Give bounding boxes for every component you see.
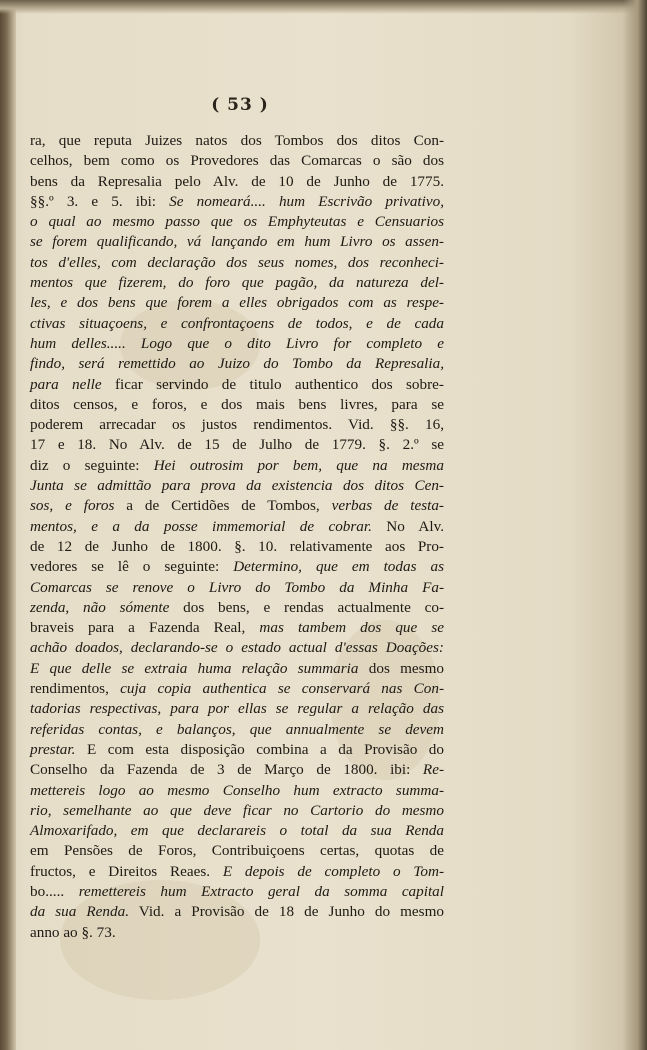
text-line bbox=[30, 395, 444, 415]
text-run: ficar servindo de titulo authentico dos sobre- bbox=[101, 375, 444, 393]
text-line bbox=[30, 659, 444, 679]
italic-text-run: Determino, que em todas as bbox=[233, 558, 444, 576]
italic-text-run: rio, semelhante ao que deve ficar no Cartorio do mesmo bbox=[30, 801, 444, 819]
text-line bbox=[30, 476, 444, 496]
text-run: ra, que reputa Juizes natos dos Tombos dos ditos Con- bbox=[30, 132, 444, 149]
italic-text-run: mettereis logo ao mesmo Conselho hum extracto summa- bbox=[30, 781, 444, 799]
text-line bbox=[30, 354, 444, 374]
italic-text-run: Re- bbox=[422, 761, 444, 779]
italic-text-run: Se nomeará.... hum Escrivão privativo, bbox=[169, 192, 444, 210]
text-line bbox=[30, 131, 444, 151]
italic-text-run: tos d'elles, com declaração dos seus nomes, dos reconheci- bbox=[30, 253, 444, 271]
italic-text-run: sos, e foros bbox=[30, 497, 115, 515]
text-run: E com esta disposição combina a da Provisão do bbox=[75, 740, 444, 758]
text-run: bens da Represalia pelo Alv. de 10 de Junho de 1775. bbox=[30, 172, 444, 190]
italic-text-run: achão doados, declarando-se o estado actual d'essas Doações: bbox=[30, 639, 444, 657]
text-run: braveis para a Fazenda Real, bbox=[30, 619, 260, 637]
text-line bbox=[30, 862, 444, 882]
text-line bbox=[30, 638, 444, 658]
italic-text-run: E depois de completo o Tom- bbox=[222, 862, 444, 880]
text-run: dos mesmo bbox=[358, 659, 444, 677]
text-run: anno ao §. 73. bbox=[30, 923, 116, 941]
italic-text-run: verbas de testa- bbox=[331, 497, 444, 515]
text-line bbox=[30, 415, 444, 435]
text-line bbox=[30, 375, 444, 395]
text-run: diz o seguinte: bbox=[30, 456, 154, 474]
text-run: vedores se lê o seguinte: bbox=[30, 558, 234, 576]
italic-text-run: mentos que fizerem, do foro que pagão, da natureza del- bbox=[30, 274, 444, 292]
text-line bbox=[30, 720, 444, 740]
text-line bbox=[30, 902, 444, 922]
italic-text-run: da sua Renda. bbox=[30, 903, 129, 921]
italic-text-run: prestar. bbox=[30, 740, 76, 758]
text-run: dos bens, e rendas actualmente co- bbox=[169, 598, 445, 616]
text-line bbox=[30, 699, 444, 719]
italic-text-run: findo, será remettido ao Juizo do Tombo da Represalia, bbox=[30, 355, 444, 373]
text-run: No Alv. bbox=[371, 517, 444, 535]
italic-text-run: zenda, não sómente bbox=[30, 598, 170, 616]
text-line bbox=[30, 192, 444, 212]
text-line bbox=[30, 598, 444, 618]
text-line bbox=[30, 923, 444, 943]
text-line bbox=[30, 212, 444, 232]
text-line bbox=[30, 172, 444, 192]
text-line bbox=[30, 232, 444, 252]
text-line bbox=[30, 618, 444, 638]
text-run: rendimentos, bbox=[30, 680, 121, 698]
italic-text-run: mentos, e a da posse immemorial de cobrar. bbox=[30, 517, 372, 535]
text-line bbox=[30, 253, 444, 273]
text-run: Vid. a Provisão de 18 de Junho do mesmo bbox=[129, 903, 444, 921]
text-run: fructos, e Direitos Reaes. bbox=[30, 862, 223, 880]
text-line bbox=[30, 537, 444, 557]
text-line bbox=[30, 273, 444, 293]
italic-text-run: Comarcas se renove o Livro do Tombo da Minha Fa- bbox=[30, 578, 444, 596]
page-right-edge bbox=[623, 0, 647, 1050]
text-run: poderem arrecadar os justos rendimentos. Vid. §§. 16, bbox=[30, 416, 444, 434]
italic-text-run: ctivas situaçoens, e confrontaçoens de todos, e de cada bbox=[30, 314, 444, 332]
text-line bbox=[30, 821, 444, 841]
text-line bbox=[30, 496, 444, 516]
text-line bbox=[30, 517, 444, 537]
italic-text-run: les, e dos bens que forem a elles obrigados com as respe- bbox=[30, 294, 444, 312]
text-run: Conselho da Fazenda de 3 de Março de 1800. ibi: bbox=[30, 761, 423, 779]
text-line bbox=[30, 435, 444, 455]
text-line bbox=[30, 151, 444, 171]
text-run: a de Certidões de Tombos, bbox=[114, 497, 332, 515]
text-line bbox=[30, 801, 444, 821]
italic-text-run: hum delles..... Logo que o dito Livro for completo e bbox=[30, 334, 444, 352]
italic-text-run: referidas contas, e balanços, que annualmente se devem bbox=[30, 720, 444, 738]
text-line bbox=[30, 882, 444, 902]
italic-text-run: se forem qualificando, vá lançando em hum Livro os assen- bbox=[30, 233, 444, 251]
book-spine bbox=[0, 0, 16, 1050]
body-text bbox=[30, 131, 444, 943]
text-line bbox=[30, 314, 444, 334]
italic-text-run: para nelle bbox=[30, 375, 102, 393]
italic-text-run: o qual ao mesmo passo que os Emphyteutas e Censuarios bbox=[30, 213, 444, 231]
text-line bbox=[30, 557, 444, 577]
text-run: ditos censos, e foros, e dos mais bens livres, para se bbox=[30, 395, 444, 413]
text-line bbox=[30, 334, 444, 354]
text-run: bo..... bbox=[30, 882, 79, 900]
text-line bbox=[30, 781, 444, 801]
text-line bbox=[30, 456, 444, 476]
italic-text-run: Junta se admittão para prova da existencia dos ditos Cen- bbox=[30, 477, 444, 495]
text-line bbox=[30, 841, 444, 861]
text-line bbox=[30, 578, 444, 598]
text-line bbox=[30, 740, 444, 760]
text-run: em Pensões de Foros, Contribuiçoens certas, quotas de bbox=[30, 842, 444, 860]
italic-text-run: cuja copia authentica se conservará nas Con- bbox=[120, 680, 445, 698]
page-number: ( 53 ) bbox=[211, 95, 269, 115]
text-run: celhos, bem como os Provedores das Comarcas o são dos bbox=[30, 152, 444, 170]
text-run: de 12 de Junho de 1800. §. 10. relativamente aos Pro- bbox=[30, 537, 444, 555]
text-line bbox=[30, 760, 444, 780]
italic-text-run: mas tambem dos que se bbox=[259, 619, 444, 637]
page-top-shadow bbox=[0, 0, 647, 14]
italic-text-run: tadorias respectivas, para por ellas se regular a relação das bbox=[30, 700, 444, 718]
text-run: 17 e 18. No Alv. de 15 de Julho de 1779. §. 2.º se bbox=[30, 436, 444, 454]
italic-text-run: Hei outrosim por bem, que na mesma bbox=[153, 456, 444, 474]
italic-text-run: E que delle se extraia huma relação summaria bbox=[30, 659, 359, 677]
text-line bbox=[30, 293, 444, 313]
italic-text-run: Almoxarifado, em que declarareis o total da sua Renda bbox=[30, 822, 444, 840]
italic-text-run: remettereis hum Extracto geral da somma capital bbox=[78, 882, 444, 900]
text-line bbox=[30, 679, 444, 699]
text-run: §§.º 3. e 5. ibi: bbox=[30, 192, 170, 210]
